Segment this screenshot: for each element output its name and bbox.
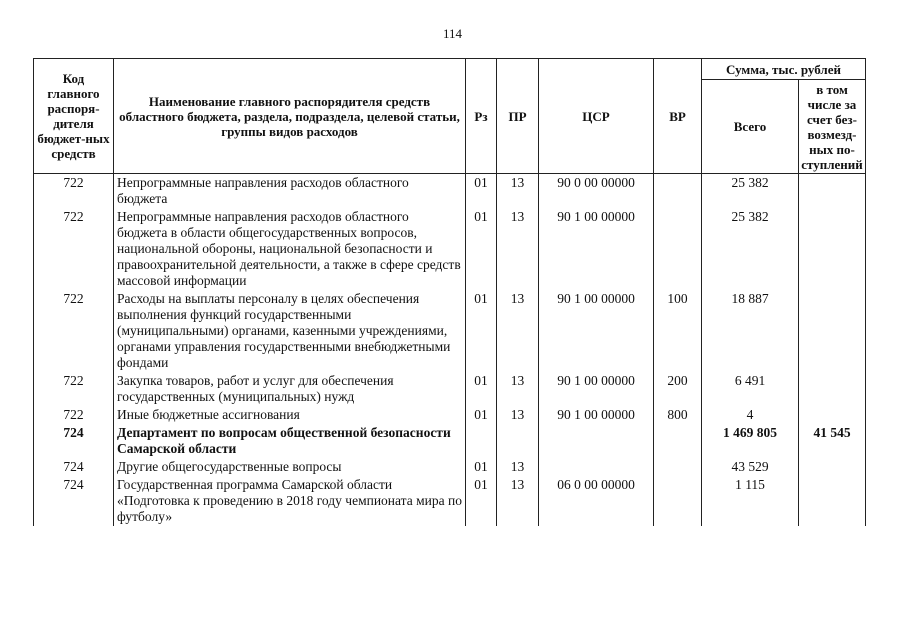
- cell-gratis: [799, 458, 866, 476]
- cell-vr: 800: [654, 406, 702, 424]
- cell-total: 43 529: [702, 458, 799, 476]
- cell-total: 6 491: [702, 372, 799, 406]
- cell-csr: [539, 458, 654, 476]
- cell-name: Закупка товаров, работ и услуг для обеспечения государственных (муниципальных) нужд: [114, 372, 466, 406]
- cell-code: 722: [34, 208, 114, 290]
- cell-name: Непрограммные направления расходов областного бюджета в области общегосударственных вопросов, национальной обороны, национальной безопасности и правоохранительной деятельности, а также в сфере средств массовой информации: [114, 208, 466, 290]
- table-row: [34, 476, 866, 526]
- header-total: Всего: [702, 80, 799, 174]
- cell-name: Департамент по вопросам общественной безопасности Самарской области: [114, 424, 466, 458]
- table-row: [34, 372, 866, 406]
- cell-total: 25 382: [702, 208, 799, 290]
- cell-gratis: [799, 406, 866, 424]
- cell-gratis: [799, 208, 866, 290]
- cell-total: 18 887: [702, 290, 799, 372]
- budget-table: [33, 58, 866, 526]
- cell-code: 722: [34, 174, 114, 209]
- cell-total: 1 115: [702, 476, 799, 526]
- cell-pr: 13: [497, 208, 539, 290]
- cell-gratis: 41 545: [799, 424, 866, 458]
- cell-pr: 13: [497, 406, 539, 424]
- cell-vr: [654, 208, 702, 290]
- cell-rz: 01: [466, 406, 497, 424]
- cell-name: Расходы на выплаты персоналу в целях обеспечения выполнения функций государственными (муниципальными) органами, казенными учреждениями, органами управления государственными внебюджетными фондами: [114, 290, 466, 372]
- cell-name: Иные бюджетные ассигнования: [114, 406, 466, 424]
- cell-gratis: [799, 372, 866, 406]
- cell-pr: [497, 424, 539, 458]
- cell-name: Непрограммные направления расходов областного бюджета: [114, 174, 466, 209]
- cell-rz: 01: [466, 290, 497, 372]
- cell-vr: [654, 458, 702, 476]
- cell-name: Государственная программа Самарской области «Подготовка к проведению в 2018 году чемпионата мира по футболу»: [114, 476, 466, 526]
- cell-csr: 90 1 00 00000: [539, 406, 654, 424]
- cell-code: 724: [34, 458, 114, 476]
- header-gratis: в том числе за счет без-возмезд-ных по-ступлений: [799, 80, 866, 174]
- table-row: [34, 406, 866, 424]
- table-header: [34, 59, 866, 174]
- cell-code: 722: [34, 406, 114, 424]
- header-sum-group: Сумма, тыс. рублей: [702, 59, 866, 80]
- cell-vr: 100: [654, 290, 702, 372]
- cell-csr: 06 0 00 00000: [539, 476, 654, 526]
- table-row: [34, 424, 866, 458]
- header-name: Наименование главного распорядителя средств областного бюджета, раздела, подраздела, целевой статьи, группы видов расходов: [114, 59, 466, 174]
- header-code: Код главного распоря-дителя бюджет-ных средств: [34, 59, 114, 174]
- cell-pr: 13: [497, 174, 539, 209]
- table-row: [34, 208, 866, 290]
- cell-code: 724: [34, 476, 114, 526]
- table-body: [34, 174, 866, 527]
- cell-csr: 90 1 00 00000: [539, 208, 654, 290]
- table-row: [34, 458, 866, 476]
- header-vr: ВР: [654, 59, 702, 174]
- cell-rz: 01: [466, 208, 497, 290]
- cell-vr: [654, 476, 702, 526]
- cell-csr: 90 1 00 00000: [539, 372, 654, 406]
- cell-gratis: [799, 476, 866, 526]
- cell-pr: 13: [497, 458, 539, 476]
- table-row: [34, 174, 866, 209]
- cell-csr: 90 0 00 00000: [539, 174, 654, 209]
- cell-rz: 01: [466, 174, 497, 209]
- cell-code: 724: [34, 424, 114, 458]
- cell-csr: [539, 424, 654, 458]
- cell-gratis: [799, 290, 866, 372]
- cell-rz: 01: [466, 476, 497, 526]
- cell-total: 4: [702, 406, 799, 424]
- header-rz: Рз: [466, 59, 497, 174]
- cell-total: 25 382: [702, 174, 799, 209]
- cell-pr: 13: [497, 372, 539, 406]
- cell-gratis: [799, 174, 866, 209]
- cell-vr: [654, 424, 702, 458]
- cell-pr: 13: [497, 476, 539, 526]
- header-pr: ПР: [497, 59, 539, 174]
- cell-csr: 90 1 00 00000: [539, 290, 654, 372]
- cell-pr: 13: [497, 290, 539, 372]
- cell-rz: 01: [466, 372, 497, 406]
- cell-rz: [466, 424, 497, 458]
- cell-code: 722: [34, 372, 114, 406]
- cell-vr: [654, 174, 702, 209]
- cell-name: Другие общегосударственные вопросы: [114, 458, 466, 476]
- cell-code: 722: [34, 290, 114, 372]
- table-row: [34, 290, 866, 372]
- cell-rz: 01: [466, 458, 497, 476]
- cell-vr: 200: [654, 372, 702, 406]
- cell-total: 1 469 805: [702, 424, 799, 458]
- page-number: 114: [442, 26, 463, 41]
- header-csr: ЦСР: [539, 59, 654, 174]
